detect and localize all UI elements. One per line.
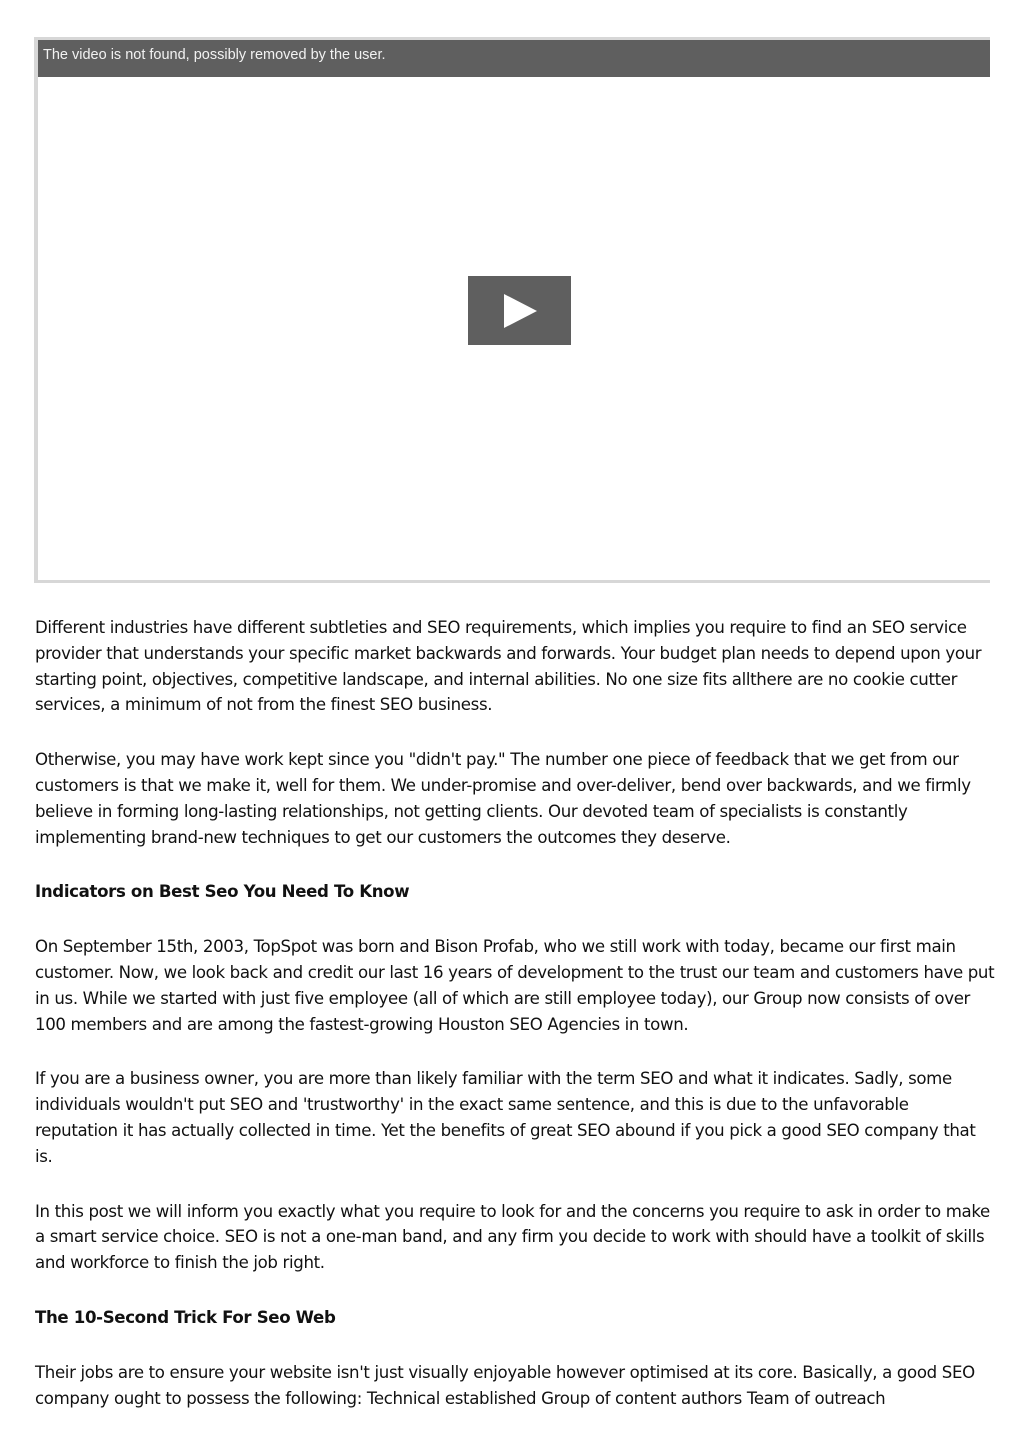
article-body [35,615,995,1440]
section-heading: The 10-Second Trick For Seo Web [35,1307,336,1327]
section-heading: Indicators on Best Seo You Need To Know [35,882,410,902]
paragraph: On September 15th, 2003, TopSpot was born and Bison Profab, who we still work with today, became our first main customer. Now, we look back and credit our last 16 years of development to the trust our team and customers have put in us. While we started with just five employee (all of which are still employee today), our Group now consists of over 100 members and are among the fastest-growing Houston SEO Agencies in town. [35,937,995,1034]
paragraph: Different industries have different subtleties and SEO requirements, which implies you require to find an SEO service provider that understands your specific market backwards and forwards. Your budget plan needs to depend upon your starting point, objectives, competitive landscape, and internal abilities. No one size fits allthere are no cookie cutter services, a minimum of not from the finest SEO business. [35,618,982,715]
play-button[interactable] [468,276,571,345]
paragraph: If you are a business owner, you are more than likely familiar with the term SEO and what it indicates. Sadly, some individuals wouldn't put SEO and 'trustworthy' in the exact same sentence, and this is due to the unfavorable reputation it has actually collected in time. Yet the benefits of great SEO abound if you pick a good SEO company that is. [35,1069,976,1166]
paragraph: Otherwise, you may have work kept since you "didn't pay." The number one piece of feedback that we get from our customers is that we make it, well for them. We under-promise and over-deliver, bend over backwards, and we firmly believe in forming long-lasting relationships, not getting clients. Our devoted team of specialists is constantly implementing brand-new techniques to get our customers the outcomes they deserve. [35,750,971,847]
play-icon [502,293,538,329]
video-error-message: The video is not found, possibly removed by the user. [38,40,990,77]
video-player[interactable] [34,37,990,583]
paragraph: Their jobs are to ensure your website isn't just visually enjoyable however optimised at its core. Basically, a good SEO company ought to possess the following: Technical established Group of content authors Team of outreach [35,1362,975,1408]
paragraph: In this post we will inform you exactly what you require to look for and the concerns you require to ask in order to make a smart service choice. SEO is not a one-man band, and any firm you decide to work with should have a toolkit of skills and workforce to finish the job right. [35,1201,990,1273]
